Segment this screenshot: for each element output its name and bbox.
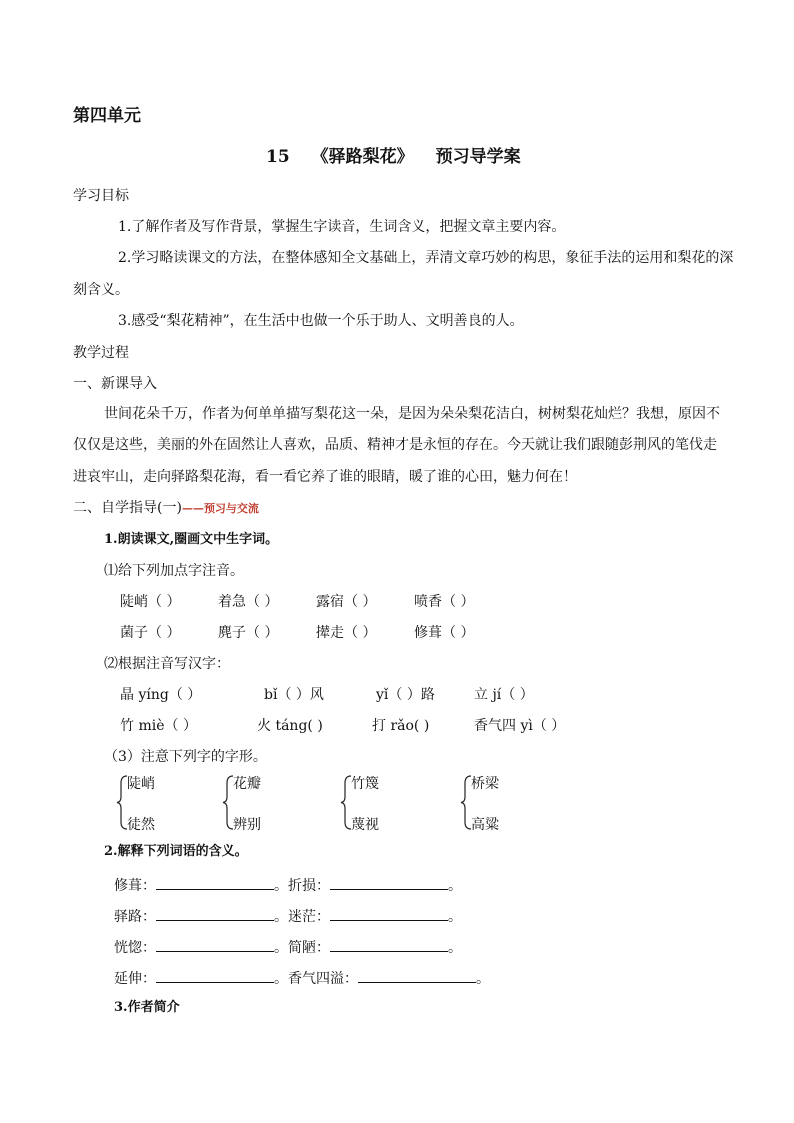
glyph-word: 蔑视 xyxy=(351,817,379,833)
intro-line-1: 世间花朵千万，作者为何单单描写梨花这一朵，是因为朵朵梨花洁白，树树梨花灿烂？我想，原因不 xyxy=(104,406,720,422)
objective-3: 3.感受“梨花精神”，在生活中也做一个乐于助人、文明善良的人。 xyxy=(118,313,524,329)
q1-part1-item: 着急（ ） xyxy=(218,594,279,610)
q1-part2-item: 火 táng( ) xyxy=(257,718,323,734)
q1-part3-label: （3）注意下列字的字形。 xyxy=(104,749,267,765)
intro-line-2: 仅仅是这些，美丽的外在固然让人喜欢，品质、精神才是永恒的存在。今天就让我们跟随彭荆风的笔伐走 xyxy=(73,437,717,453)
page-title xyxy=(266,149,521,166)
q1-part2-item: yǐ（ ）路 xyxy=(376,687,435,703)
q1-part1-item: 陡峭（ ） xyxy=(120,594,181,610)
q1-part1-item: 喷香（ ） xyxy=(414,594,475,610)
process-heading: 教学过程 xyxy=(73,345,129,361)
objective-1: 1.了解作者及写作背景，掌握生字读音，生词含义，把握文章主要内容。 xyxy=(118,219,566,235)
q1-part1-item: 露宿（ ） xyxy=(316,594,377,610)
answer-blank[interactable] xyxy=(156,939,274,952)
glyph-word: 陡峭 xyxy=(127,776,155,792)
q1-part2-item: 竹 miè（ ） xyxy=(120,718,197,734)
q1-part1-item: 撵走（ ） xyxy=(316,625,377,641)
q1-part1-item: 修葺（ ） xyxy=(414,625,475,641)
q1-part2-item: 立 jí（ ） xyxy=(474,687,534,703)
q1-title: 1.朗读课文,圈画文中生字词。 xyxy=(104,532,279,547)
objective-2-cont: 刻含义。 xyxy=(73,282,129,298)
glyph-word: 辨别 xyxy=(233,817,261,833)
section1-heading: 一、新课导入 xyxy=(73,376,157,392)
unit-heading: 第四单元 xyxy=(73,106,141,126)
q2-title: 2.解释下列词语的含义。 xyxy=(104,844,248,859)
answer-blank[interactable] xyxy=(330,939,448,952)
answer-blank[interactable] xyxy=(358,970,476,983)
lesson-name: 《驿路梨花》 xyxy=(311,147,414,167)
q1-part1-item: 麂子（ ） xyxy=(218,625,279,641)
objectives-heading: 学习目标 xyxy=(73,188,129,204)
q1-part1-item: 菌子（ ） xyxy=(120,625,181,641)
definition-row: 延伸： 。香气四溢： 。 xyxy=(114,971,490,987)
q3-title: 3.作者简介 xyxy=(114,1000,180,1015)
intro-line-3: 进哀牢山，走向驿路梨花海，看一看它养了谁的眼睛，暖了谁的心田，魅力何在！ xyxy=(73,469,577,485)
q1-part2-item: bǐ（ ）风 xyxy=(264,687,324,703)
lesson-number: 15 xyxy=(266,147,290,167)
objective-2: 2.学习略读课文的方法，在整体感知全文基础上，弄清文章巧妙的构思，象征手法的运用和梨花的深 xyxy=(118,250,734,266)
answer-blank[interactable] xyxy=(330,908,448,921)
definition-row: 修葺： 。折损： 。 xyxy=(114,878,462,894)
answer-blank[interactable] xyxy=(156,908,274,921)
answer-blank[interactable] xyxy=(330,877,448,890)
q1-part1-label: ⑴给下列加点字注音。 xyxy=(104,563,244,579)
glyph-word: 高粱 xyxy=(471,817,499,833)
glyph-word: 徒然 xyxy=(127,817,155,833)
answer-blank[interactable] xyxy=(156,970,274,983)
definition-row: 恍惚： 。简陋： 。 xyxy=(114,940,462,956)
section2-subtitle: ——预习与交流 xyxy=(181,502,259,515)
q1-part2-item: 打 rǎo( ) xyxy=(372,718,430,734)
answer-blank[interactable] xyxy=(156,877,274,890)
q1-part2-item: 香气四 yì（ ） xyxy=(474,718,566,734)
glyph-word: 桥梁 xyxy=(471,776,499,792)
section2-title: 二、自学指导(一) xyxy=(73,500,182,516)
definition-row: 驿路： 。迷茫： 。 xyxy=(114,909,462,925)
q1-part2-item: 晶 yíng（ ） xyxy=(120,687,202,703)
section2-heading xyxy=(73,501,259,515)
lesson-type: 预习导学案 xyxy=(435,147,521,167)
glyph-word: 竹篾 xyxy=(351,776,379,792)
glyph-word: 花瓣 xyxy=(233,776,261,792)
q1-part2-label: ⑵根据注音写汉字： xyxy=(104,656,230,672)
